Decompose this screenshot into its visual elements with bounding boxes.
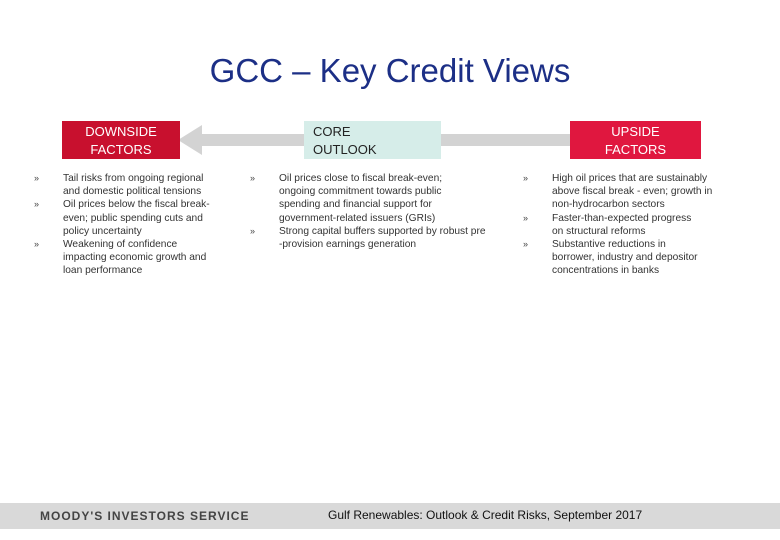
core-item-line: Oil prices close to fiscal break-even; xyxy=(279,173,443,184)
upside-item-line: on structural reforms xyxy=(552,225,646,237)
upside-list-item xyxy=(523,238,733,278)
downside-list xyxy=(34,172,230,278)
bullet-chevron-icon: » xyxy=(34,173,40,183)
bullet-chevron-icon: » xyxy=(523,239,529,250)
downside-header-line-1: DOWNSIDE xyxy=(85,124,157,139)
downside-item-line: Weakening of confidence xyxy=(63,239,178,251)
downside-item-line: even; public spending cuts and xyxy=(63,212,203,224)
downside-list-item xyxy=(34,238,230,278)
downside-item-line: impacting economic growth and xyxy=(63,252,207,264)
core-header-line-1: CORE xyxy=(313,124,351,139)
upside-item-line: High oil prices that are sustainably xyxy=(552,173,708,184)
page-title: GCC – Key Credit Views xyxy=(209,52,571,89)
footer-caption: Gulf Renewables: Outlook & Credit Risks, September 2017 xyxy=(328,508,643,522)
upside-item-line: borrower, industry and depositor xyxy=(552,252,698,264)
downside-item-line: and domestic political tensions xyxy=(63,186,202,198)
downside-item-line: policy uncertainty xyxy=(63,225,142,237)
upside-item-line: Faster-than-expected progress xyxy=(552,212,692,224)
core-list xyxy=(250,172,512,251)
upside-item-line: above fiscal break - even; growth in xyxy=(552,186,713,198)
bullet-chevron-icon: » xyxy=(34,199,40,210)
downside-item-line: Tail risks from ongoing regional xyxy=(63,173,204,184)
core-item-line: government-related issuers (GRIs) xyxy=(279,212,436,224)
downside-list-item xyxy=(34,172,230,198)
bullet-chevron-icon: » xyxy=(523,212,529,223)
bullet-chevron-icon: » xyxy=(250,173,256,183)
core-list-item xyxy=(250,172,512,225)
upside-list-item xyxy=(523,172,733,212)
upside-item-line: concentrations in banks xyxy=(552,265,660,277)
footer-bar xyxy=(0,503,780,529)
moodys-logo: MOODY'S INVESTORS SERVICE xyxy=(40,509,250,523)
upside-list xyxy=(523,172,733,278)
upside-item-line: Substantive reductions in xyxy=(552,239,666,251)
downside-item-line: loan performance xyxy=(63,265,143,277)
bullet-chevron-icon: » xyxy=(34,239,40,250)
core-item-line: spending and financial support for xyxy=(279,199,432,211)
core-list-item xyxy=(250,225,512,251)
upside-header-line-2: FACTORS xyxy=(604,142,667,157)
bullet-chevron-icon: » xyxy=(250,225,256,236)
upside-list-item xyxy=(523,212,733,238)
core-item-line: Strong capital buffers supported by robust pre xyxy=(279,225,486,237)
upside-header-line-1: UPSIDE xyxy=(611,124,660,139)
downside-item-line: Oil prices below the fiscal break- xyxy=(63,199,210,211)
bullet-chevron-icon: » xyxy=(523,173,529,183)
downside-header-line-2: FACTORS xyxy=(90,142,152,157)
upside-factors-header xyxy=(570,121,701,159)
downside-factors-header xyxy=(62,121,180,159)
core-item-line: -provision earnings generation xyxy=(279,239,417,251)
core-item-line: ongoing commitment towards public xyxy=(279,186,442,198)
downside-list-item xyxy=(34,198,230,238)
core-outlook-header xyxy=(304,121,441,159)
upside-item-line: non-hydrocarbon sectors xyxy=(552,199,665,211)
core-header-line-2: OUTLOOK xyxy=(313,142,377,157)
